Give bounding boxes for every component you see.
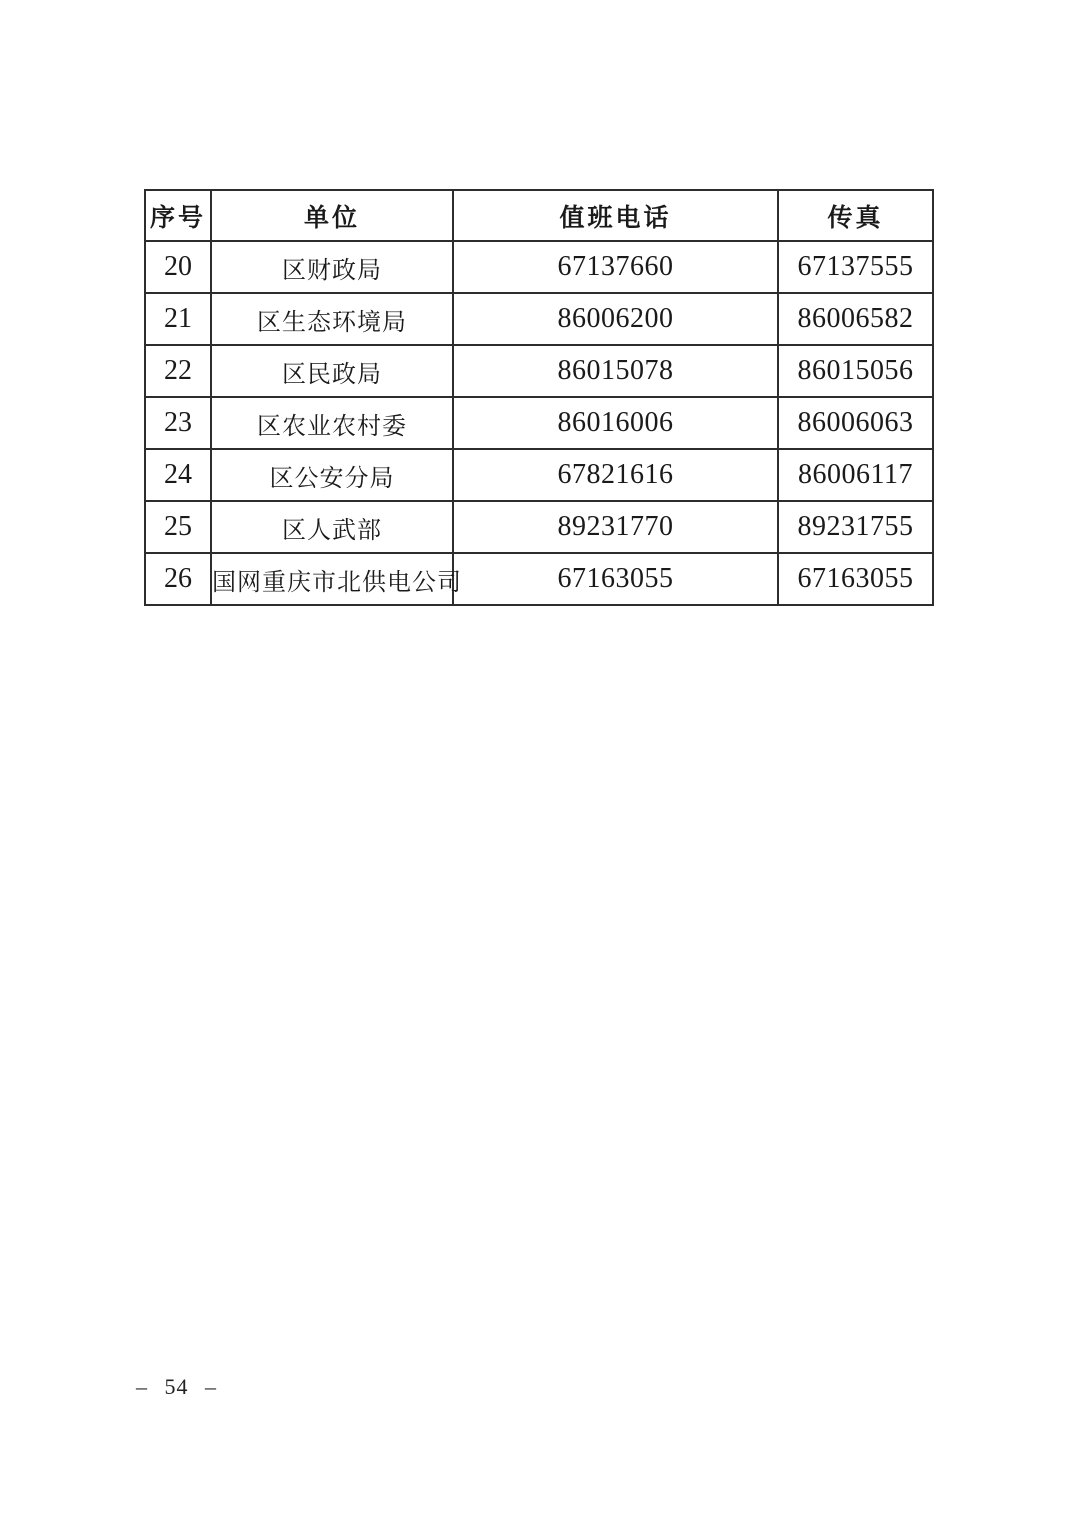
- table-row: [145, 397, 933, 449]
- cell-fax: 86006582: [778, 293, 933, 345]
- cell-fax: 89231755: [778, 501, 933, 553]
- cell-fax: 67137555: [778, 241, 933, 293]
- cell-phone: 67137660: [453, 241, 778, 293]
- cell-no: 25: [145, 501, 211, 553]
- column-header-phone: 值班电话: [453, 190, 778, 241]
- table-row: [145, 241, 933, 293]
- cell-no: 20: [145, 241, 211, 293]
- cell-unit: 区生态环境局: [211, 293, 453, 345]
- cell-fax: 86006063: [778, 397, 933, 449]
- cell-no: 22: [145, 345, 211, 397]
- cell-no: 21: [145, 293, 211, 345]
- page-number: – 54 –: [136, 1374, 217, 1399]
- column-header-fax: 传真: [778, 190, 933, 241]
- duty-contact-table: [144, 189, 934, 606]
- cell-phone: 86015078: [453, 345, 778, 397]
- cell-unit: 区民政局: [211, 345, 453, 397]
- cell-unit: 国网重庆市北供电公司: [211, 553, 453, 605]
- cell-phone: 89231770: [453, 501, 778, 553]
- cell-fax: 67163055: [778, 553, 933, 605]
- column-header-unit: 单位: [211, 190, 453, 241]
- table-row: [145, 501, 933, 553]
- cell-unit: 区公安分局: [211, 449, 453, 501]
- table-row: [145, 449, 933, 501]
- cell-fax: 86015056: [778, 345, 933, 397]
- table-row: [145, 293, 933, 345]
- cell-unit: 区农业农村委: [211, 397, 453, 449]
- cell-phone: 67821616: [453, 449, 778, 501]
- table-row: [145, 345, 933, 397]
- cell-phone: 86006200: [453, 293, 778, 345]
- table-row: [145, 553, 933, 605]
- cell-no: 24: [145, 449, 211, 501]
- cell-fax: 86006117: [778, 449, 933, 501]
- cell-no: 26: [145, 553, 211, 605]
- cell-no: 23: [145, 397, 211, 449]
- header-row: [145, 190, 933, 241]
- cell-unit: 区财政局: [211, 241, 453, 293]
- cell-phone: 67163055: [453, 553, 778, 605]
- column-header-serial: 序号: [145, 190, 211, 241]
- cell-phone: 86016006: [453, 397, 778, 449]
- cell-unit: 区人武部: [211, 501, 453, 553]
